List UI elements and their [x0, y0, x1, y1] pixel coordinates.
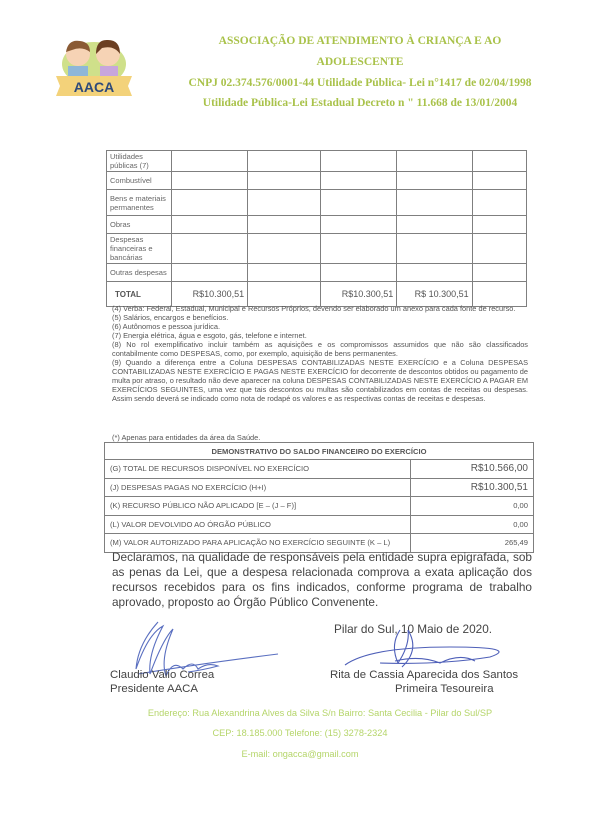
expense-cell: R$ 10.300,51: [397, 282, 472, 307]
expense-cell: [248, 282, 321, 307]
expense-row: [107, 216, 527, 234]
summary-value: 0,00: [411, 497, 534, 516]
summary-value: 265,49: [411, 534, 534, 553]
expense-label: Despesas financeiras e bancárias: [107, 234, 172, 264]
expense-cell: [248, 216, 321, 234]
expense-row: [107, 172, 527, 190]
summary-label: (J) DESPESAS PAGAS NO EXERCÍCIO (H+I): [105, 478, 411, 497]
signature-treasurer: [340, 625, 525, 673]
org-utility-decree: Utilidade Pública-Lei Estadual Decreto n " 11.668 de 13/01/2004: [202, 97, 518, 109]
expense-cell: [397, 190, 472, 216]
signer-name-president: Claudio Valio Correa: [110, 669, 215, 681]
summary-value: R$10.300,51: [411, 478, 534, 497]
footnote-health: (*) Apenas para entidades da área da Saúde.: [112, 433, 261, 442]
expense-cell: R$10.300,51: [172, 282, 248, 307]
expense-cell: [248, 151, 321, 172]
expense-cell: [472, 172, 526, 190]
org-name-line2: ADOLESCENTE: [316, 56, 404, 68]
expense-cell: [321, 264, 397, 282]
org-cnpj: CNPJ 02.374.576/0001-44 Utilidade Pública- Lei n°1417 de 02/04/1998: [188, 77, 532, 89]
expense-cell: [397, 172, 472, 190]
expense-cell: [472, 264, 526, 282]
expense-cell: [472, 151, 526, 172]
summary-label: (L) VALOR DEVOLVIDO AO ÓRGÃO PÚBLICO: [105, 515, 411, 534]
summary-label: (G) TOTAL DE RECURSOS DISPONÍVEL NO EXERCÍCIO: [105, 460, 411, 479]
declaration-text: Declaramos, na qualidade de responsáveis pela entidade supra epigrafada, sob as penas da Lei, que a despesa relacionada comprova a exata aplicação dos recursos recebidos para os fins indicados, conforme programa de trabalho aprovado, proposto ao Órgão Público Convenente.: [112, 550, 532, 609]
expense-cell: [172, 172, 248, 190]
expense-cell: [248, 172, 321, 190]
summary-value: R$10.566,00: [411, 460, 534, 479]
summary-value: 0,00: [411, 515, 534, 534]
summary-row: [105, 515, 534, 534]
total-label: TOTAL: [107, 282, 172, 307]
expense-row: [107, 151, 527, 172]
expense-label: Obras: [107, 216, 172, 234]
svg-text:AACA: AACA: [73, 79, 115, 95]
expenses-table: [106, 150, 527, 307]
financial-summary-table: [104, 442, 534, 553]
expense-cell: [397, 234, 472, 264]
expense-cell: [321, 234, 397, 264]
note: (9) Quando a diferença entre a Coluna DESPESAS CONTABILIZADAS NESTE EXERCÍCIO e a Coluna DESPESAS CONTABILIZADAS NESTE EXERCÍCIO E PAGAS NESTE EXERCÍCIO for decorrente de descontos obtidos ou pagamento de multa por atraso, o resultado não deve aparecer na coluna DESPESAS CONTABILIZADAS NESTE EXERCÍCIO A PAGAR EM EXERCÍCIOS SEGUINTES, uma vez que tais descontos ou multas são contabilizados em contas de receitas ou despesas. Assim sendo deverá se indicado como nota de rodapé os valores e as respectivas contas de receitas e despesas.: [112, 358, 528, 403]
footer-address: Endereço: Rua Alexandrina Alves da Silva S/n Bairro: Santa Cecilia - Pilar do Sul/SP: [147, 708, 493, 718]
expense-label: Combustível: [107, 172, 172, 190]
expense-label: Outras despesas: [107, 264, 172, 282]
expense-cell: [321, 151, 397, 172]
summary-row: [105, 478, 534, 497]
expense-cell: [397, 216, 472, 234]
expense-cell: [172, 234, 248, 264]
note: (5) Salários, encargos e benefícios.: [112, 313, 229, 322]
expense-cell: [472, 282, 526, 307]
expense-cell: [172, 264, 248, 282]
expense-cell: [321, 190, 397, 216]
signer-role-president: Presidente AACA: [110, 683, 199, 695]
expense-row: [107, 190, 527, 216]
expense-cell: R$10.300,51: [321, 282, 397, 307]
expense-cell: [321, 172, 397, 190]
expense-row: [107, 264, 527, 282]
footer-cep-phone: CEP: 18.185.000 Telefone: (15) 3278-2324: [212, 728, 388, 738]
expense-cell: [397, 264, 472, 282]
summary-title: DEMONSTRATIVO DO SALDO FINANCEIRO DO EXERCÍCIO: [105, 443, 534, 460]
summary-row: [105, 460, 534, 479]
note: (6) Autônomos e pessoa jurídica.: [112, 322, 221, 331]
place-date: Pilar do Sul, 10 Maio de 2020.: [334, 622, 493, 636]
note: (4) Verba: Federal, Estadual, Municipal e Recursos Próprios, devendo ser elaborado um anexo para cada fonte de recurso.: [112, 304, 516, 313]
total-row: [107, 282, 527, 307]
expense-cell: [472, 190, 526, 216]
expense-cell: [248, 190, 321, 216]
summary-label: (M) VALOR AUTORIZADO PARA APLICAÇÃO NO EXERCÍCIO SEGUINTE (K – L): [105, 534, 411, 553]
expense-cell: [172, 190, 248, 216]
org-name-line1: ASSOCIAÇÃO DE ATENDIMENTO À CRIANÇA E AO: [218, 35, 502, 47]
expense-cell: [472, 234, 526, 264]
expense-cell: [472, 216, 526, 234]
signer-role-treasurer: Primeira Tesoureira: [395, 683, 494, 695]
summary-label: (K) RECURSO PÚBLICO NÃO APLICADO [E – (J – F)]: [105, 497, 411, 516]
expense-label: Utilidades públicas (7): [107, 151, 172, 172]
expense-row: [107, 234, 527, 264]
aaca-logo: [52, 34, 136, 98]
expense-cell: [248, 234, 321, 264]
expense-cell: [248, 264, 321, 282]
footer-email: E-mail: ongacca@gmail.com: [241, 749, 359, 759]
summary-row: [105, 497, 534, 516]
expense-cell: [172, 216, 248, 234]
signer-name-treasurer: Rita de Cassia Aparecida dos Santos: [330, 669, 519, 681]
expense-cell: [321, 216, 397, 234]
expense-cell: [172, 151, 248, 172]
note: (7) Energia elétrica, água e esgoto, gás, telefone e internet.: [112, 331, 307, 340]
expense-cell: [397, 151, 472, 172]
notes: [112, 304, 528, 403]
expense-label: Bens e materiais permanentes: [107, 190, 172, 216]
note: (8) No rol exemplificativo incluir também as aquisições e os compromissos assumidos que não são classificados contabilmente como DESPESAS, como, por exemplo, aquisição de bens permanentes.: [112, 340, 528, 358]
